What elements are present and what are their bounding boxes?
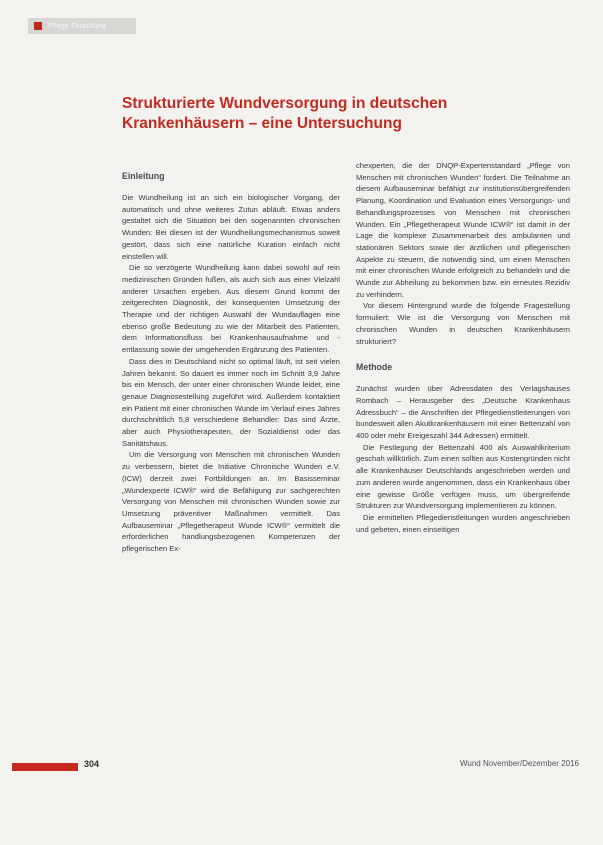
page-number: 304 — [84, 759, 100, 769]
right-column — [356, 160, 570, 535]
paragraph: Vor diesem Hintergrund wurde die folgende Fragestellung formuliert: Wie ist die Versorgung von Menschen mit chronischen Wunden in deutschen Krankenhäusern strukturiert? — [356, 301, 570, 346]
left-column — [122, 170, 340, 555]
footer-accent-bar — [12, 763, 78, 771]
issue-info: Wund November/Dezember 2016 — [459, 759, 579, 768]
paragraph: Die so verzögerte Wundheilung kann dabei sowohl auf rein medizinischen Gründen fußen, als auch sich aus einer Vielzahl anderer Ursachen ergeben. Aus diesem Grund kommt der zeitgerechten Diagnostik, der konsequenten Umsetzung der Therapie und der richtigen Auswahl der Wundauflagen eine ebenso große Bedeutung zu wie der Mitarbeit des Patienten, dem Informationsfluss bei Krankenhausaufnahme und -entlassung sowie der umgehenden Ergänzung des Patienten. — [122, 263, 340, 355]
paragraph: Die ermittelten Pflegedienstleitungen wurden angeschrieben und gebeten, einen einseitigen — [356, 512, 570, 534]
paragraph: Um die Versorgung von Menschen mit chronischen Wunden zu verbessern, bietet die Initiative Chronische Wunden e.V. (ICW) derzeit zwei Fortbildungen an. Im Basisseminar „Wundexperte ICW®“ wird die Befähigung zur sachgerechten Versorgung von Menschen mit chronischen Wunden sowie zur Umsetzung präventiver Maßnahmen vermittelt. Das Aufbauseminar „Pflegetherapeut Wunde ICW®“ vermittelt die erforderlichen handlungsbezogenen Kompetenzen der pflegerischen Ex- — [122, 450, 340, 554]
paragraph: Zunächst wurden über Adressdaten des Verlagshauses Rombach – Herausgeber des „Deutsche Krankenhaus Adressbuch“ – die Anschriften der Pflegedienstleiterungen von bundesweit allen Akutkrankenhäusern mit einer Bettenzahl von 400 oder mehr Ereigeszahl 344 Adressen) ermittelt. — [356, 384, 570, 441]
paragraph: Die Wundheilung ist an sich ein biologischer Vorgang, der automatisch und ohne weiteres Zutun abläuft. Etwas anders gestaltet sich die Situation bei den sogenannten chronischen Wunden: Bei diesen ist der Wundheilungsmechanismus soweit gestört, dass sich eine natürliche Kuration einfach nicht einstellen will. — [122, 193, 340, 261]
heading-einleitung: Einleitung — [122, 171, 165, 181]
heading-methode: Methode — [356, 362, 393, 373]
paragraph: chexperten, die der DNQP-Expertenstandard „Pflege von Menschen mit chronischen Wunden“ fordert. Die Teilnahme an diesem Aufbauseminar befähigt zur institutionsübergreifenden Planung, Koordination und Evaluation eines Versorgungs- und Behandlungsprozesses von Menschen mit chronischen Wunden. Ein „Pflegetherapeut Wunde ICW®“ ist damit in der Lage die komplexe Zusammenarbeit des ambulanten und stationären Sektors sowie der ärztlichen und pflegerischen Aspekte zu steuern, die notwendig sind, um einen Menschen mit einer chronischen Wunde erfolgreich zu behandeln und die Wunde zur Abheilung zu bekommen bzw. ein erneutes Rezidiv zu verhindern. — [356, 161, 570, 299]
section-marker — [34, 22, 42, 30]
section-label: Pflege Forschung — [48, 22, 107, 30]
paragraph: Die Festlegung der Bettenzahl 400 als Auswahlkriterium geschah willkürlich. Zum einen sollten aus Kostengründen nicht alle Krankenhäuser Deutschlands angeschrieben werden und zum anderen wurde angenommen, dass ein Krankenhaus über eine gewisse Größe verfügen muss, um übergreifende Strukturen zur Wundversorgung implementieren zu können. — [356, 442, 570, 511]
paragraph: Dass dies in Deutschland nicht so optimal läuft, ist seit vielen Jahren bekannt. So dauert es immer noch im Schnitt 3,9 Jahre bis ein Mensch, der unter einer chronischen Wunde leidet, eine genaue Diagnosestellung zugeführt wird. Außerdem kontaktiert ein Patient mit einer chronischen Wunde im Verlauf eines Jahres durchschnittlich 5,8 verschiedene Behandler: Das sind Ärzte, aber auch Physiotherapeuten, der Sozialdienst oder das Sanitätshaus. — [122, 356, 340, 448]
section-tab — [28, 18, 136, 34]
article-title: Strukturierte Wundversorgung in deutschen Krankenhäusern – eine Untersuchung — [122, 95, 448, 132]
